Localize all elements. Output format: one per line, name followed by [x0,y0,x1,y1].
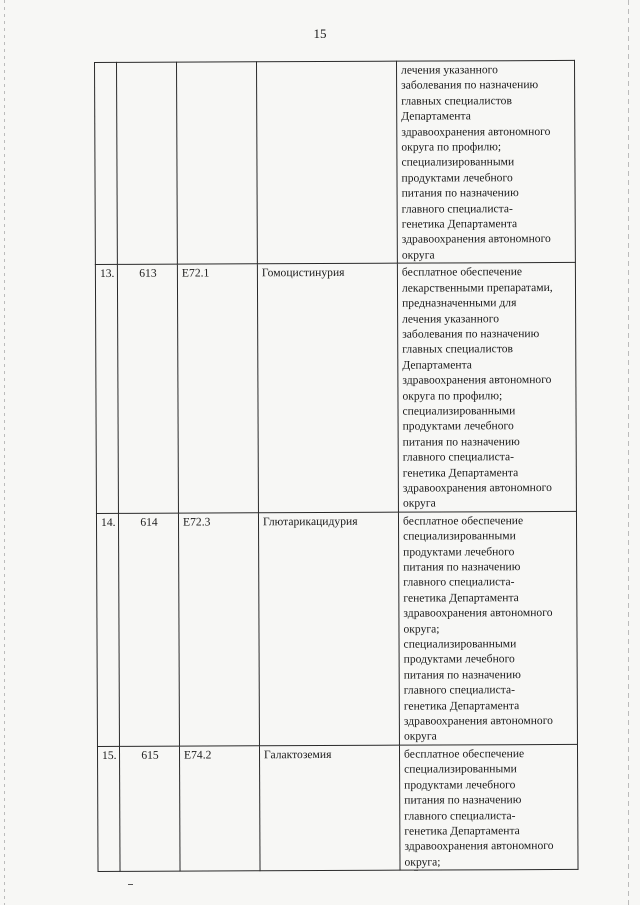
measure-line: округа по профилю; [402,388,503,403]
row-number-cell: 14. [96,513,119,746]
table-row [97,744,578,871]
code-cell: 614 [118,513,179,746]
code-cell: 615 [119,746,180,872]
measure-line: округа; [404,855,441,869]
measure-line: продуктами лечебного [402,419,514,434]
measure-line: заболевания по назначению [401,78,539,93]
measure-line: главного специалиста- [404,808,516,823]
page-number: 15 [313,26,327,41]
measure-line: лекарственными препаратами, [401,280,553,295]
scan-edge-left [4,0,5,905]
mkb-code-cell: E74.2 [179,746,260,872]
measures-cell [398,511,577,745]
measure-line: главного специалиста- [402,450,515,464]
table-row [95,263,576,514]
measure-line: округа [402,496,436,511]
measure-line: главных специалистов [402,342,514,356]
measures-cell [399,744,578,870]
measure-line: главного специалиста- [403,575,515,590]
code-cell: 613 [117,264,178,513]
measure-line: питания по назначению [401,186,519,200]
measure-line: лечения указанного [402,311,500,326]
mkb-code-cell: E72.1 [177,264,258,513]
row-number-cell [95,62,118,264]
scan-mark [414,870,418,871]
measure-line: генетика Департамента [403,698,520,713]
measure-line: здравоохранения автономного [401,232,551,247]
measure-line: бесплатное обеспечение [402,513,524,528]
table-row [95,60,576,264]
measure-line: продуктами лечебного [401,171,513,185]
code-cell [117,62,178,265]
disease-name-cell: Галактоземия [259,745,400,871]
measure-line: специализированными [403,637,517,651]
measure-line: Департамента [401,109,471,123]
scan-mark [128,884,133,885]
measure-line: продуктами лечебного [404,777,516,792]
measure-line: здравоохранения автономного [404,839,554,853]
measure-line: предназначенными для [402,296,517,310]
measure-line: бесплатное обеспечение [401,265,523,279]
measure-line: питания по назначению [403,560,521,574]
mkb-code-cell [177,62,258,265]
measure-line: генетика Департамента [404,824,520,838]
table-row [96,511,577,746]
measure-line: округа [401,248,435,262]
measure-line: здравоохранения автономного [403,606,553,620]
measure-line: продуктами лечебного [403,652,515,667]
row-number-cell: 13. [95,265,118,514]
measure-line: специализированными [401,155,515,170]
measure-line: питания по назначению [404,793,522,807]
measure-line: здравоохранения автономного [402,373,552,387]
measure-line: здравоохранения автономного [402,480,552,495]
measure-line: продуктами лечебного [403,544,515,559]
measure-line: специализированными [403,529,516,543]
measure-line: округа [403,729,437,744]
measure-line: округа; [403,622,440,636]
measure-line: специализированными [402,404,516,418]
measure-line: главного специалиста- [401,201,513,216]
disease-name-cell: Гомоцистинурия [257,263,398,512]
measure-line: главного специалиста- [403,683,516,697]
measure-line: здравоохранения автономного [401,124,551,139]
measures-cell [396,60,575,263]
measure-line: генетика Департамента [403,590,519,605]
disease-name-cell: Глютарикацидурия [258,512,399,746]
measure-line: округа по профилю; [401,140,502,154]
measure-line: бесплатное обеспечение [403,747,525,761]
measure-line: Департамента [402,358,472,372]
scan-edge-right [628,0,629,905]
measure-line: питания по назначению [402,434,520,449]
measure-line: заболевания по назначению [402,326,540,341]
measure-line: здравоохранения автономного [403,714,553,728]
measure-line: главных специалистов [401,93,512,108]
mkb-code-cell: E72.3 [178,513,259,746]
measure-line: генетика Департамента [402,465,519,480]
table-container [94,60,578,872]
measure-line: лечения указанного [401,63,498,77]
disease-name-cell [257,61,398,264]
row-number-cell: 15. [97,746,120,871]
measure-line: генетика Департамента [401,217,518,231]
measure-line: питания по назначению [403,667,521,682]
measures-cell [397,263,576,512]
measure-line: специализированными [404,762,517,776]
disease-table [94,60,579,872]
